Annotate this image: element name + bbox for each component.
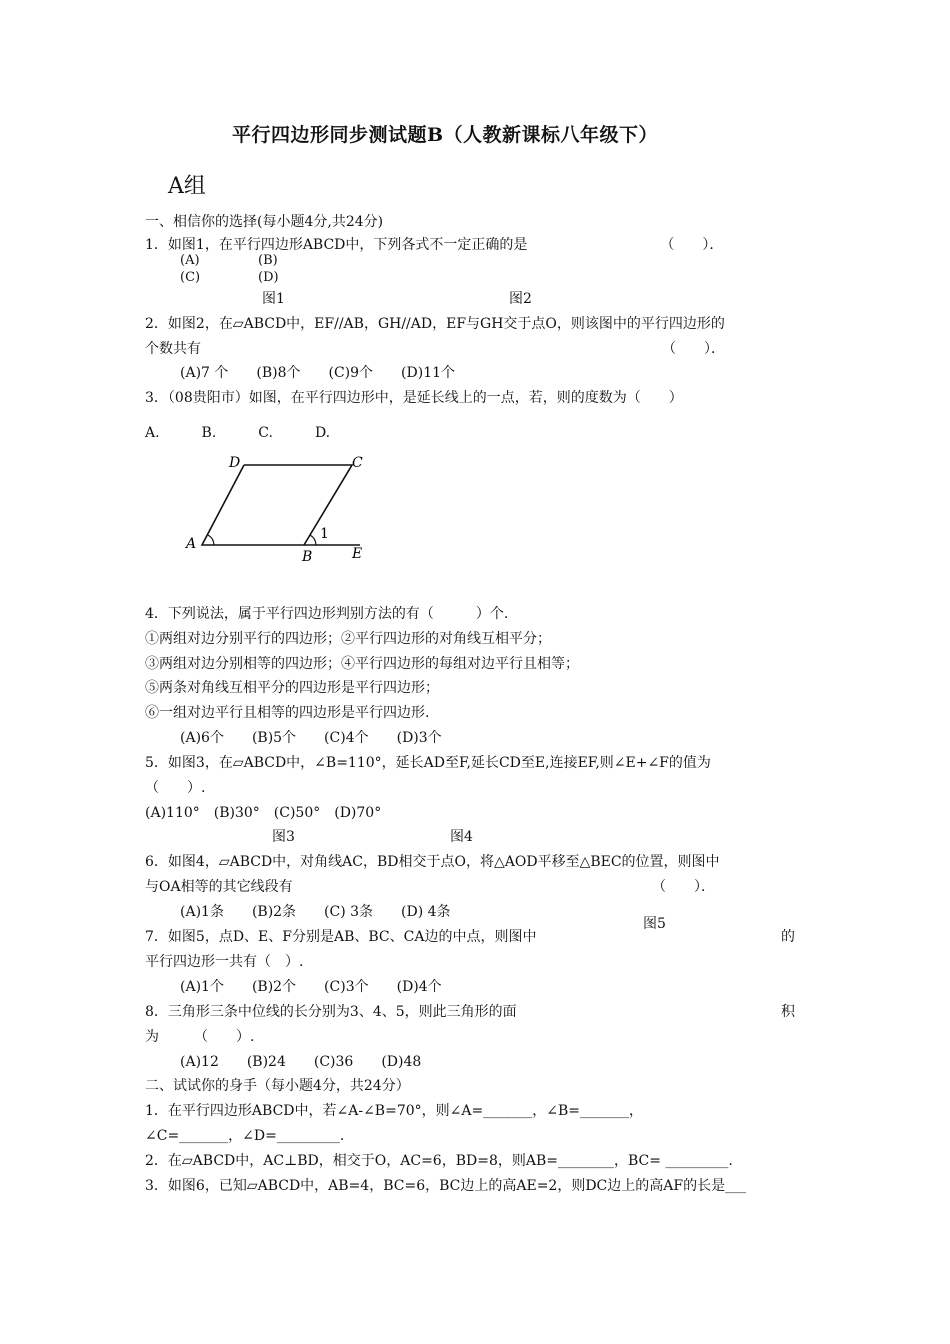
angle-1-arc: [310, 535, 316, 545]
point-e-label: E: [352, 546, 363, 562]
question-8-line1: 8．三角形三条中位线的长分别为3、4、5，则此三角形的面: [145, 1004, 517, 1020]
q1-option-a: (A): [180, 253, 200, 268]
figure-2-label: 图2: [509, 291, 532, 307]
question-2-line1: 2．如图2，在▱ABCD中，EF//AB，GH//AD，EF与GH交于点O，则该图中的平行四边形的: [145, 316, 725, 332]
q1-option-b: (B): [258, 253, 278, 268]
question-1: 1．如图1，在平行四边形ABCD中，下列各式不一定正确的是 （ ）．: [145, 237, 724, 253]
section-2-heading: 二、试试你的身手（每小题4分，共24分）: [145, 1078, 410, 1094]
question-4-statement-4: ⑥一组对边平行且相等的四边形是平行四边形.: [145, 705, 430, 721]
vertex-c-label: C: [352, 455, 363, 471]
document-title: 平行四边形同步测试题B（人教新课标八年级下）: [232, 124, 659, 146]
question-2-paren: （ ）．: [662, 341, 725, 357]
section-1-heading: 一、相信你的选择(每小题4分,共24分): [145, 214, 384, 230]
group-heading: A组: [168, 174, 206, 199]
question-6-options: (A)1条 (B)2条 (C) 3条 (D) 4条: [180, 904, 451, 920]
figure-3-label: 图3: [272, 829, 295, 845]
question-8-options: (A)12 (B)24 (C)36 (D)48: [180, 1054, 422, 1070]
question-7-line2: 平行四边形一共有（ ）.: [145, 954, 304, 970]
question-5-options: (A)110° (B)30° (C)50° (D)70°: [145, 805, 382, 821]
vertex-b-label: B: [302, 549, 313, 565]
question-4-options: (A)6个 (B)5个 (C)4个 (D)3个: [180, 730, 442, 746]
question-4-statement-1: ①两组对边分别平行的四边形；②平行四边形的对角线互相平分；: [145, 631, 551, 647]
question-2-line2: 个数共有: [145, 341, 201, 357]
angle-1-label: 1: [320, 526, 329, 542]
parallelogram-abcd: [202, 465, 352, 545]
q1-option-d: (D): [258, 270, 279, 285]
section-2-question-1-line2: ∠C=_______，∠D=_________.: [145, 1128, 345, 1144]
question-6-line2: 与OA相等的其它线段有: [145, 879, 293, 895]
q1-option-c: (C): [180, 270, 201, 285]
question-7-de: 的: [781, 929, 795, 945]
question-5-line2: （ ）.: [145, 780, 206, 796]
question-7-line1: 7．如图5，点D、E、F分别是AB、BC、CA边的中点，则图中: [145, 929, 537, 945]
section-2-question-2: 2．在▱ABCD中，AC⊥BD，相交于O，AC=6，BD=8，则AB=________，BC= _________.: [145, 1153, 733, 1169]
figure-5-label: 图5: [643, 916, 666, 932]
question-4-statement-3: ⑤两条对角线互相平分的四边形是平行四边形；: [145, 680, 439, 696]
figure-1-label: 图1: [262, 291, 285, 307]
question-8-line2: 为 （ ）.: [145, 1029, 255, 1045]
parallelogram-figure: [180, 448, 380, 568]
question-3-options: A. B. C. D.: [145, 425, 331, 441]
question-6-paren: （ ）．: [652, 879, 715, 895]
vertex-d-label: D: [229, 455, 241, 471]
question-6-line1: 6．如图4，▱ABCD中，对角线AC，BD相交于点O，将△AOD平移至△BEC的位置，则图中: [145, 854, 720, 870]
question-8-ji: 积: [781, 1004, 795, 1020]
question-2-options: (A)7 个 (B)8个 (C)9个 (D)11个: [180, 365, 456, 381]
question-3: 3．（08贵阳市）如图，在平行四边形中，是延长线上的一点，若，则的度数为（ ）: [145, 390, 683, 406]
section-2-question-3: 3．如图6，已知▱ABCD中，AB=4，BC=6，BC边上的高AE=2，则DC边上的高AF的长是___: [145, 1178, 747, 1194]
question-5-line1: 5．如图3，在▱ABCD中，∠B=110°，延长AD至F,延长CD至E,连接EF,则∠E+∠F的值为: [145, 755, 711, 771]
question-4: 4．下列说法，属于平行四边形判别方法的有（ ）个.: [145, 606, 509, 622]
figure-4-label: 图4: [450, 829, 473, 845]
section-2-question-1-line1: 1．在平行四边形ABCD中，若∠A-∠B=70°，则∠A=_______，∠B=_______，: [145, 1103, 643, 1119]
angle-a-arc: [208, 535, 214, 545]
question-4-statement-2: ③两组对边分别相等的四边形；④平行四边形的每组对边平行且相等；: [145, 656, 579, 672]
question-7-options: (A)1个 (B)2个 (C)3个 (D)4个: [180, 979, 442, 995]
vertex-a-label: A: [186, 536, 197, 552]
